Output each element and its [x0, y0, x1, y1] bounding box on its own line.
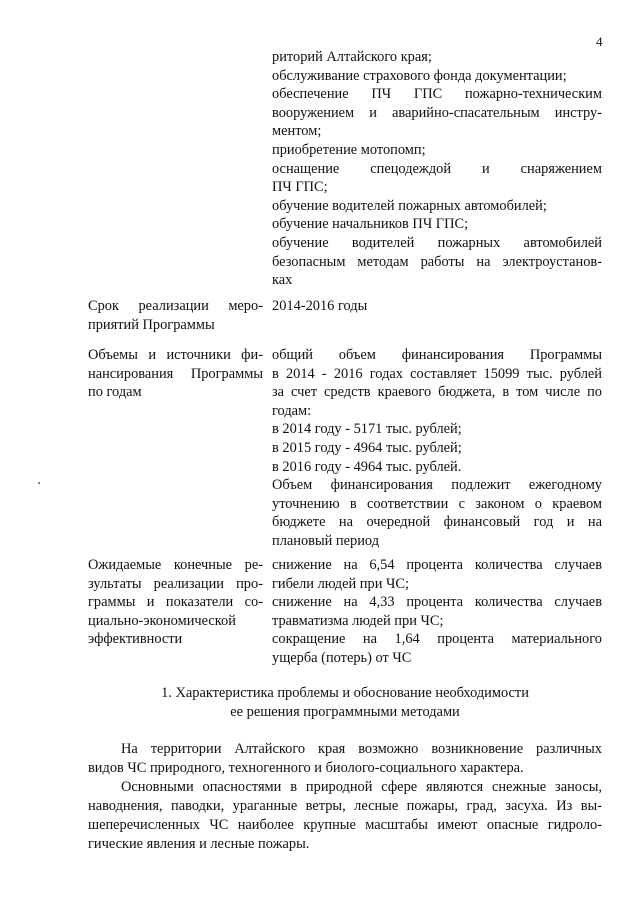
passport-label: Ожидаемые конечные ре- зультаты реализации про- граммы и показатели со- циально-экономической эффективности	[88, 557, 263, 648]
passport-value: снижение на 6,54 процента количества случаев гибели людей при ЧС; снижение на 4,33 процента количества случаев травматизма людей при ЧС; сокращение на 1,64 процента материального ущерба (потерь) от ЧС	[272, 557, 602, 666]
measures-line: обеспечение ПЧ ГПС пожарно-техническим	[272, 86, 602, 103]
section-heading-line: ее решения программными методами	[230, 704, 460, 720]
measures-line: приобретение мотопомп;	[272, 141, 426, 158]
passport-label: Объемы и источники фи- нансирования Программы по годам	[88, 347, 263, 401]
measures-line: обучение водителей пожарных автомобилей;	[272, 197, 547, 214]
scan-speck	[38, 482, 40, 484]
measures-line: вооружением и аварийно-спасательным инстру-	[272, 104, 602, 121]
measures-list-continuation	[272, 48, 602, 290]
section-heading-line: 1. Характеристика проблемы и обоснование необходимости	[161, 685, 529, 701]
body-text	[88, 740, 602, 854]
paragraph: Основными опасностями в природной сфере являются снежные заносы, наводнения, паводки, ураганные ветры, лесные пожары, град, засуха. Из вы- шеперечисленных ЧС наиболее крупные масштабы имеют опасные гидроло- гические явления и лесные пожары.	[88, 779, 602, 852]
measures-line: обучение водителей пожарных автомобилей	[272, 234, 602, 251]
measures-line: безопасным методам работы на электроустанов-	[272, 253, 602, 270]
measures-line: ментом;	[272, 123, 322, 140]
passport-value: общий объем финансирования Программы в 2014 - 2016 годах составляет 15099 тыс. рублей за счет средств краевого бюджета, в том числе по годам: в 2014 году - 5171 тыс. рублей; в 2015 году - 4964 тыс. рублей; в 2016 году - 4964 тыс. рублей. Объем финансирования подлежит ежегодному уточнению в соответствии с законом о краевом бюджете на очередной финансовый год и на плановый период	[272, 347, 602, 549]
measures-line: оснащение спецодеждой и снаряжением	[272, 160, 602, 177]
page-number: 4	[596, 34, 603, 49]
measures-line: ПЧ ГПС;	[272, 179, 328, 196]
measures-line: обучение начальников ПЧ ГПС;	[272, 216, 469, 233]
measures-line: ках	[272, 272, 293, 289]
paragraph: На территории Алтайского края возможно возникновение различных видов ЧС природного, техногенного и биолого-социального характера.	[88, 741, 602, 776]
measures-line: обслуживание страхового фонда документации;	[272, 67, 567, 84]
passport-label: Срок реализации меро- приятий Программы	[88, 298, 263, 333]
measures-line: риторий Алтайского края;	[272, 49, 432, 65]
section-heading	[88, 684, 602, 722]
passport-value: 2014-2016 годы	[272, 298, 368, 314]
